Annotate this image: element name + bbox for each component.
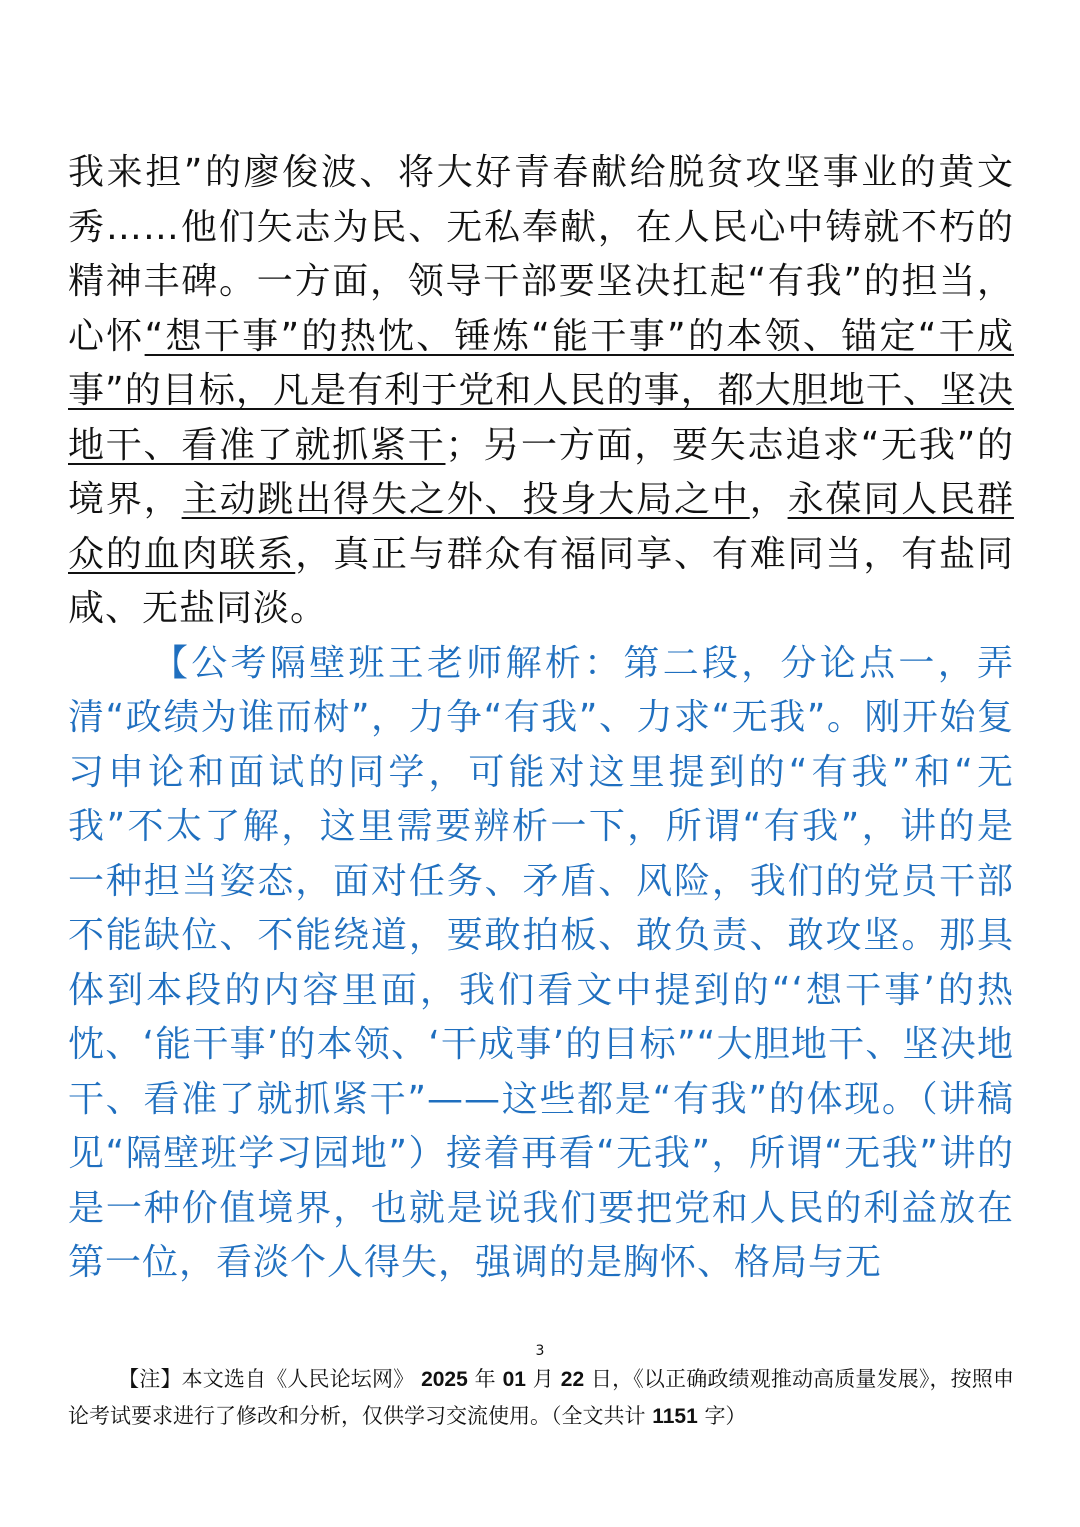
body-text <box>68 146 1014 1291</box>
text-run: 我来担”的廖俊波、将大好青春献给脱贫攻坚事业的黄文秀……他们矢志为民、无私奉献，在人民心中铸就不朽的精神丰碑。一方面，领导干部要坚决扛起“有我”的担当，心怀 <box>68 152 1014 357</box>
note-year: 2025 <box>421 1368 468 1391</box>
analysis-paragraph: 【公考隔壁班王老师解析：第二段，分论点一，弄清“政绩为谁而树”，力争“有我”、力求“无我”。刚开始复习申论和面试的同学，可能对这里提到的“有我”和“无我”不太了解，这里需要辨析一下，所谓“有我”，讲的是一种担当姿态，面对任务、矛盾、风险，我们的党员干部不能缺位、不能绕道，要敢拍板、敢负责、敢攻坚。那具体到本段的内容里面，我们看文中提到的“‘想干事’的热忱、‘能干事’的本领、‘干成事’的目标”“大胆地干、坚决地干、看准了就抓紧干”——这些都是“有我”的体现。（讲稿见“隔壁班学习园地”）接着再看“无我”，所谓“无我”讲的是一种价值境界，也就是说我们要把党和人民的利益放在第一位，看淡个人得失，强调的是胸怀、格局与无 <box>68 642 1014 1283</box>
text-run: ，真正与群众有福同享、有难同当，有盐同咸、无盐同淡。 <box>68 533 1014 629</box>
note-year-unit: 年 <box>474 1367 496 1391</box>
note-count: 1151 <box>652 1405 698 1428</box>
note-day: 22 <box>560 1368 585 1391</box>
page-number: 3 <box>535 1343 545 1359</box>
note-end: 字） <box>704 1404 747 1428</box>
note-month: 01 <box>502 1368 526 1391</box>
footnote <box>68 1361 1014 1435</box>
underlined-text: 永葆同人民群众的血肉联系 <box>68 479 1014 575</box>
underlined-text: 主动跳出得失之外、投身大局之中 <box>181 479 750 520</box>
note-month-unit: 月 <box>532 1367 554 1391</box>
text-run: ；另一方面，要矢志追求“无我”的境界， <box>68 424 1014 520</box>
paragraph-main <box>68 146 1014 637</box>
note-label: 【注】本文选自《人民论坛网》 <box>118 1367 415 1391</box>
text-run: ， <box>749 479 788 520</box>
note-rest: 日，《以正确政绩观推动高质量发展》，按照申论考试要求进行了修改和分析，仅供学习交流使用。（全文共计 <box>68 1367 1014 1428</box>
underlined-text: “想干事”的热忱、锤炼“能干事”的本领、锚定“干成事”的目标，凡是有利于党和人民的事，都大胆地干、坚决地干、看准了就抓紧干 <box>68 315 1014 466</box>
